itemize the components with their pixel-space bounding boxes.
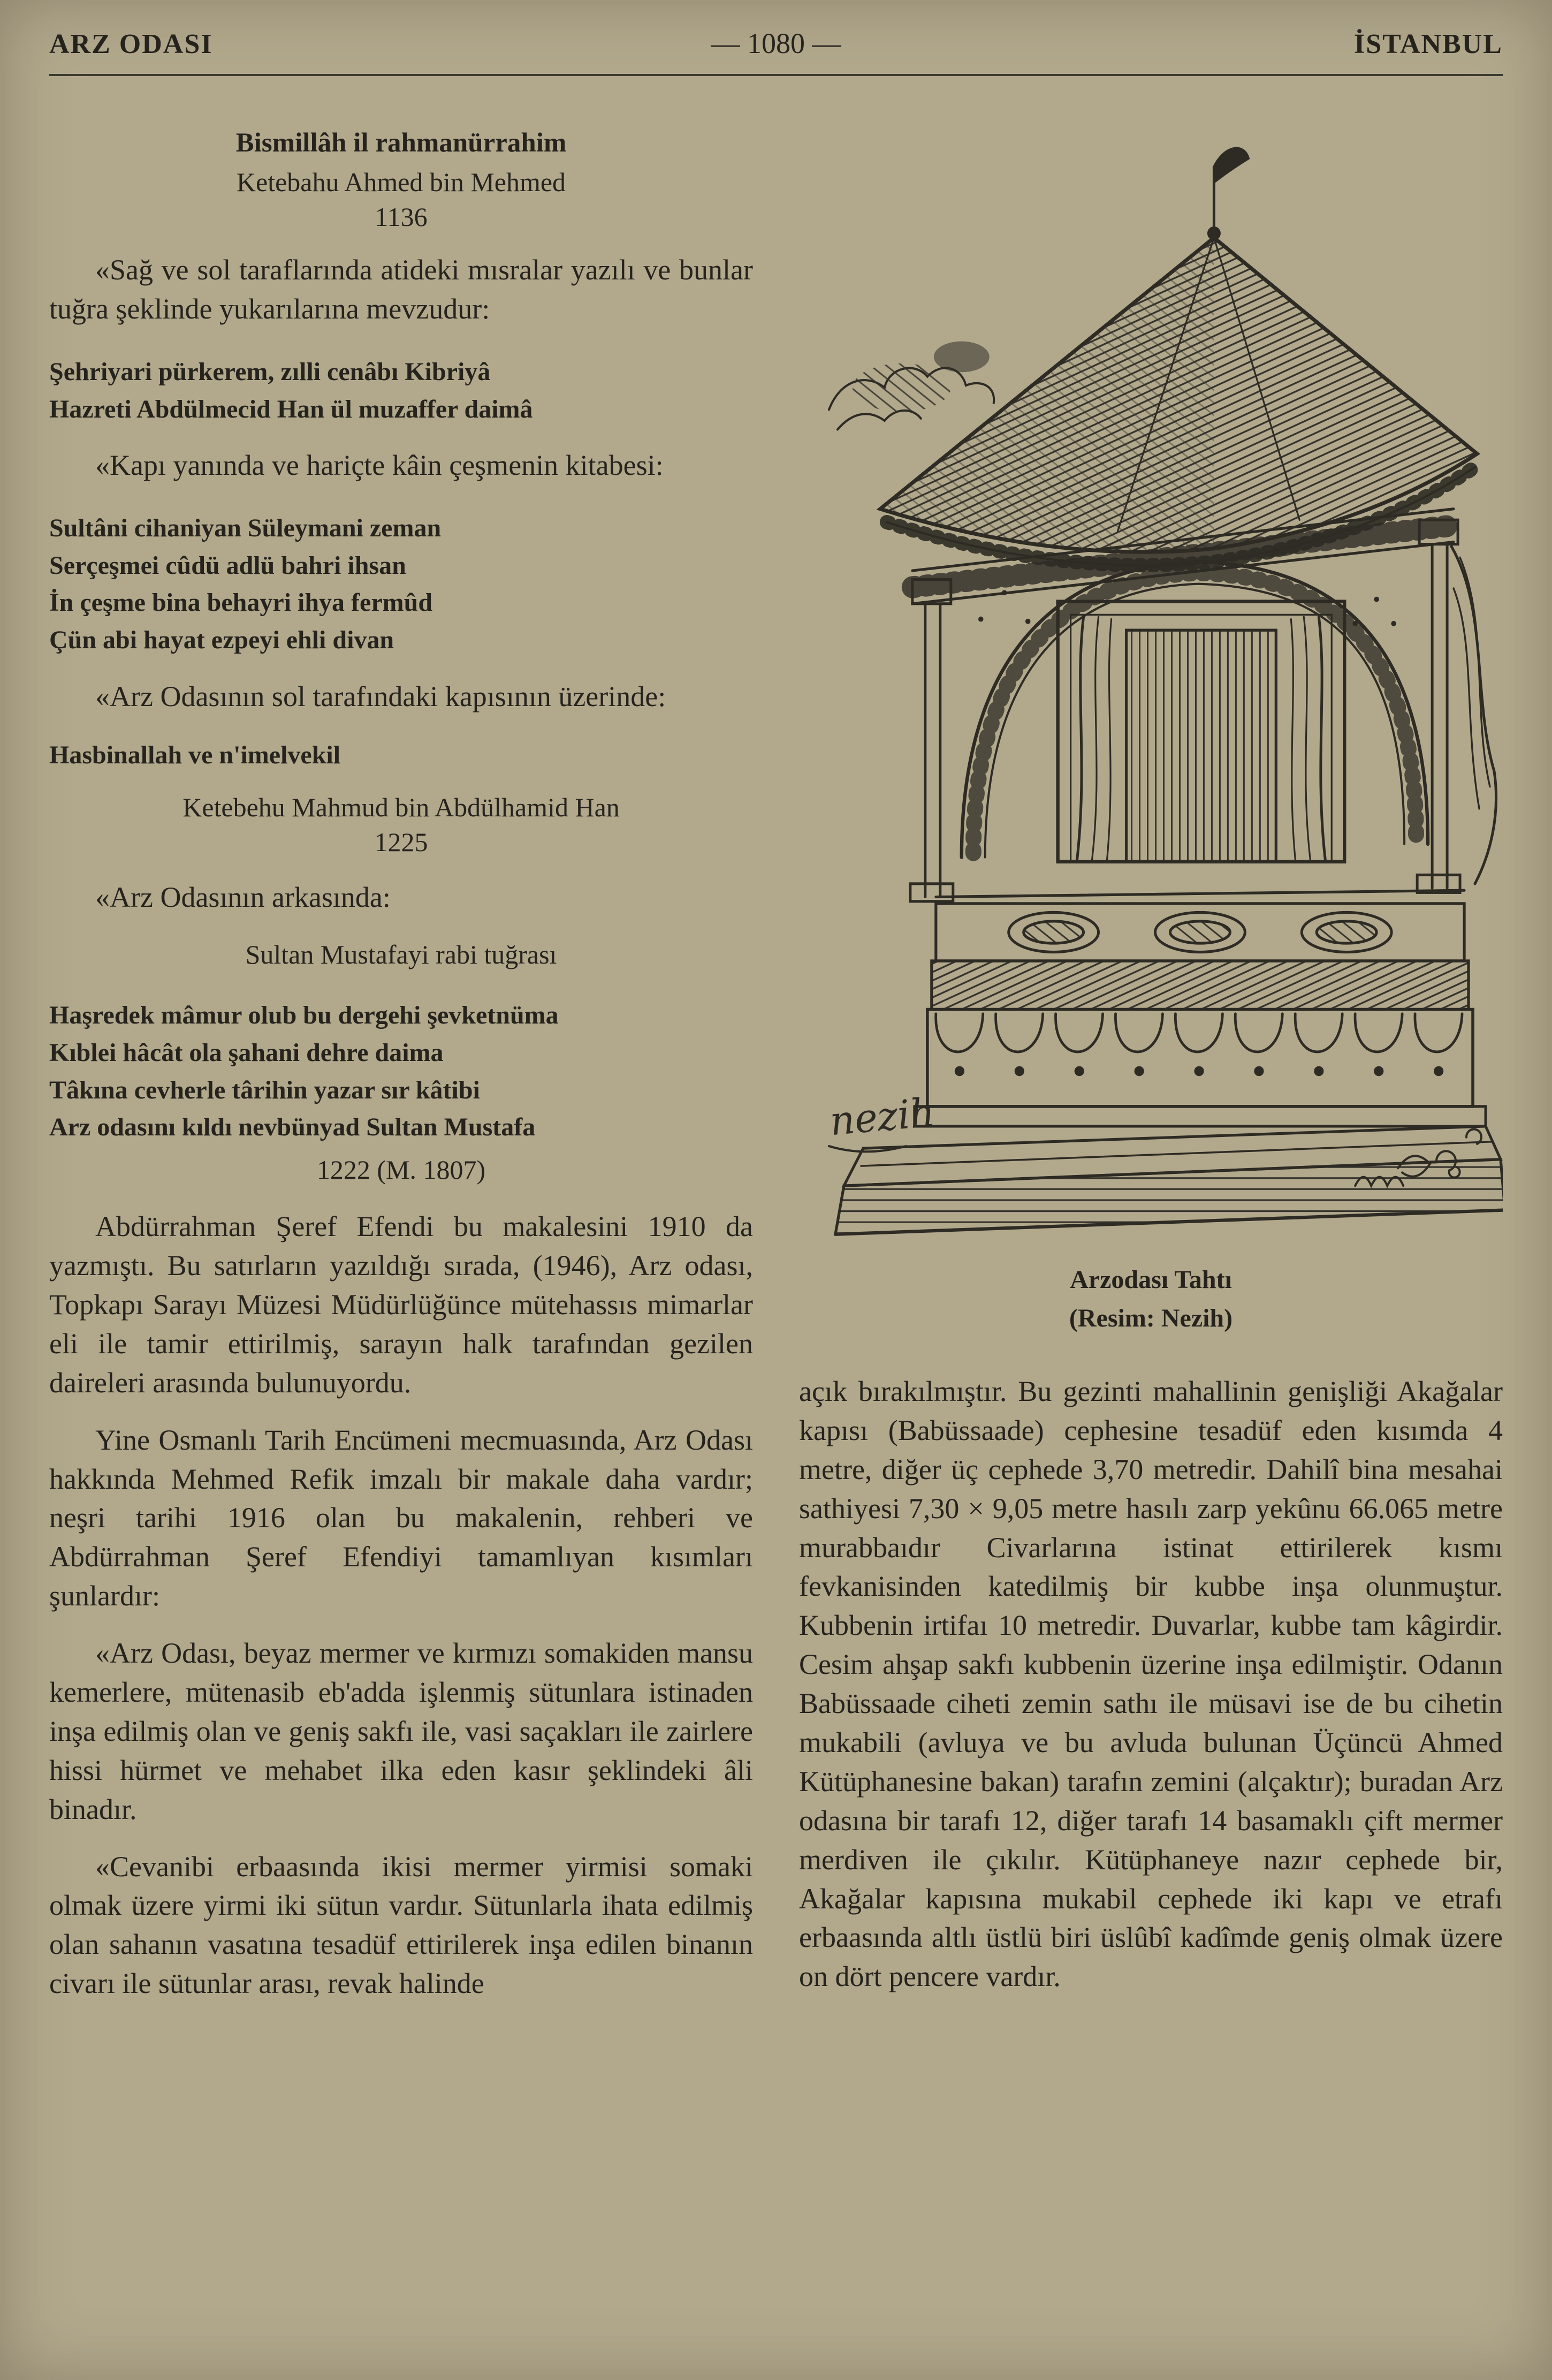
paragraph-arkasinda: «Arz Odasının arkasında: xyxy=(95,881,391,914)
paragraph-arz-odasi-mermer: «Arz Odası, beyaz mermer ve kırmızı somakiden mansu kemerlere, mütenasib eb'adda işlenmiş sütunlara istinaden inşa edilmiş olan ve geniş sakfı ile, vasi saçakları ile zairlere hissi hürmet ve mehabet ilka eden kasır şeklindeki âli binadır. xyxy=(49,1637,753,1825)
fountain-inscription-verse xyxy=(49,510,753,658)
paragraph-sag-ve-sol: «Sağ ve sol taraflarında atideki mısralar yazılı ve bunlar tuğra şeklinde yukarılarına mevzudur: xyxy=(49,254,753,325)
verse-line: Serçeşmei cûdü adlü bahri ihsan xyxy=(49,551,406,580)
side-curtain xyxy=(1451,547,1496,884)
verse-line: Kıblei hâcât ola şahani dehre daima xyxy=(49,1038,444,1067)
door-inscription: Hasbinallah ve n'imelvekil xyxy=(49,741,341,770)
couplet-abdulmecid xyxy=(49,353,753,428)
colophon-mahmud: Ketebehu Mahmud bin Abdülhamid Han xyxy=(182,792,620,823)
heading-ketebahu: Ketebahu Ahmed bin Mehmed xyxy=(236,167,566,198)
verse-line: Sultâni cihaniyan Süleymani zeman xyxy=(49,514,442,543)
verse-line: İn çeşme bina behayri ihya fermûd xyxy=(49,588,433,617)
verse-line: Şehriyari pürkerem, zılli cenâbı Kibriyâ xyxy=(49,358,491,386)
artist-signature: nezih xyxy=(828,1089,937,1145)
hanging-valance xyxy=(927,1010,1473,1106)
paragraph-abdurrahman: Abdürrahman Şeref Efendi bu makalesini 1910 da yazmıştı. Bu satırların yazıldığı sırada, (1946), Arz odası, Topkapı Sarayı Müzesi Müdürlüğünce mütehassıs mimarlar eli ile tamir ettirilmiş, sarayın halk tarafından gezilen daireleri arasında bulunuyordu. xyxy=(49,1210,753,1399)
paragraph-kapi-yaninda: «Kapı yanında ve hariçte kâin çeşmenin kitabesi: xyxy=(95,449,664,482)
verse-line: Arz odasını kıldı nevbünyad Sultan Mustafa xyxy=(49,1113,536,1142)
throne-drawing xyxy=(799,125,1503,1239)
heading-year-1136: 1136 xyxy=(375,202,428,232)
verse-line: Haşredek mâmur olub bu dergehi şevketnüma xyxy=(49,1001,559,1030)
heading-bismillah: Bismillâh il rahmanürrahim xyxy=(235,128,567,158)
running-title-right: İSTANBUL xyxy=(1353,29,1503,59)
page-header xyxy=(49,27,1503,60)
paragraph-cevanibi: «Cevanibi erbaasında ikisi mermer yirmisi somaki olmak üzere yirmi iki sütun vardır. Sütunlarla ihata edilmiş olan sahanın vasatına tesadüf ettirilerek inşa edilen binanın civarı ile sütunlar arası, revak halinde xyxy=(49,1850,753,2000)
background-foliage xyxy=(829,342,994,430)
header-rule xyxy=(49,74,1503,76)
tugra-note: Sultan Mustafayi rabi tuğrası xyxy=(245,939,557,970)
paragraph-sol-kapi: «Arz Odasının sol tarafındaki kapısının üzerinde: xyxy=(95,680,666,713)
colophon-year-1225: 1225 xyxy=(374,827,428,858)
throne-figure xyxy=(799,125,1503,1338)
running-title-left: ARZ ODASI xyxy=(49,29,213,59)
niche-and-curtains xyxy=(1058,602,1345,862)
two-column-layout xyxy=(49,125,1503,2003)
artist-signature-group xyxy=(828,1089,937,1151)
mustafa-chronogram-verse xyxy=(49,997,753,1189)
left-column xyxy=(49,125,753,2003)
roof-finial xyxy=(1208,148,1248,239)
page-number: — 1080 — xyxy=(711,27,841,59)
seat-mattress xyxy=(932,961,1469,1010)
chronogram-year: 1222 (M. 1807) xyxy=(316,1154,486,1185)
right-column xyxy=(799,125,1503,2003)
figure-caption xyxy=(799,1261,1503,1338)
paragraph-yine-osmanli: Yine Osmanlı Tarih Encümeni mecmuasında, Arz Odası hakkında Mehmed Refik imzalı bir makale daha vardır; neşri tarihi 1916 olan bu makalenin, rehberi ve Abdürrahman Şeref Efendiyi tamamlıyan kısımları şunlardır: xyxy=(49,1423,753,1612)
figure-caption-credit: (Resim: Nezih) xyxy=(1069,1304,1233,1332)
verse-line: Hazreti Abdülmecid Han ül muzaffer daimâ xyxy=(49,395,533,423)
verse-line: Tâkına cevherle târihin yazar sır kâtibi xyxy=(49,1075,480,1104)
figure-caption-title: Arzodası Tahtı xyxy=(1070,1265,1232,1294)
seat-backrest xyxy=(936,890,1464,961)
verse-line: Çün abi hayat ezpeyi ehli divan xyxy=(49,625,394,654)
paragraph-continuation: açık bırakılmıştır. Bu gezinti mahallinin genişliği Akağalar kapısı (Babüssaade) cephesine tesadüf eden kısımda 4 metre, diğer üç cephede 3,70 metredir. Dahilî bina mesahai sathiyesi 7,30 × 9,05 metre hasılı zarp yekûnu 66.065 metre murabbaıdır Civarlarına istinat ettirilerek kısmı fevkanisinden katedilmiş bir kubbe inşa olunmuştur. Kubbenin irtifaı 10 metredir. Duvarlar, kubbe tam kâgirdir. Cesim ahşap sakfı kubbenin üzerine inşa edilmiştir. Odanın Babüssaade ciheti zemin sathı ile müsavi ise de bu cihetin mukabili (avluya ve bu avluda bulunan Üçüncü Ahmed Kütüphanesine bakan) tarafın zemini (alçaktır); buradan Arz odasına bir tarafı 12, diğer tarafı 14 basamaklı çift mermer merdiven ile çıkılır. Kütüphaneye nazır cephede bir, Akağalar kapısına mukabil cephede iki kapı ve etrafı erbaasında altlı üstlü biri üslûbî kadîmde geniş olmak üzere on dört pencere vardır. xyxy=(799,1375,1503,1993)
